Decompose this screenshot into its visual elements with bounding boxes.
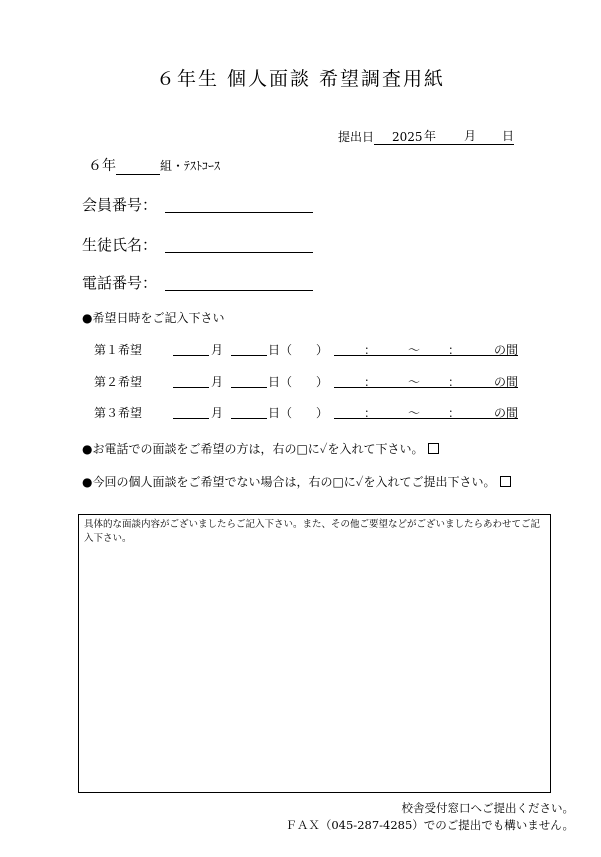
student-name-input[interactable] <box>165 236 313 253</box>
phone-number-label: 電話番号： <box>82 274 158 292</box>
preference-month-suffix: 月 <box>211 406 224 420</box>
preference-month-input[interactable] <box>173 341 209 356</box>
preference-end: の間 <box>494 406 519 420</box>
preference-label: 第３希望 <box>94 406 143 420</box>
preference-label: 第２希望 <box>94 375 143 389</box>
preference-month-input[interactable] <box>173 373 209 388</box>
decline-option-row <box>82 473 511 490</box>
grade-prefix: ６年 <box>88 158 116 174</box>
member-number-input[interactable] <box>165 196 313 213</box>
preference-row-1 <box>94 341 524 357</box>
phone-option-checkbox[interactable] <box>428 443 439 454</box>
preference-month-suffix: 月 <box>211 343 224 357</box>
preference-time-input[interactable] <box>334 404 518 419</box>
member-number-label: 会員番号： <box>82 196 158 214</box>
phone-option-text: ●お電話での面談をご希望の方は，右の□に✓を入れて下さい。 <box>82 442 424 456</box>
page-title: ６年生 個人面談 希望調査用紙 <box>155 68 446 90</box>
preference-close: ） <box>316 343 329 357</box>
preference-colon-start: ： <box>364 375 377 389</box>
preference-close: ） <box>316 406 329 420</box>
preference-month-suffix: 月 <box>211 375 224 389</box>
grade-suffix: 組・ﾃｽﾄｺｰｽ <box>160 159 221 173</box>
submit-date-field[interactable] <box>374 130 514 145</box>
preference-end: の間 <box>494 375 519 389</box>
preference-day-input[interactable] <box>231 341 267 356</box>
preference-time-input[interactable] <box>334 341 518 356</box>
preference-label: 第１希望 <box>94 343 143 357</box>
class-input[interactable] <box>116 160 160 175</box>
preference-tilde: ～ <box>408 375 421 389</box>
decline-option-text: ●今回の個人面談をご希望でない場合は，右の□に✓を入れてご提出下さい。 <box>82 475 496 489</box>
decline-option-checkbox[interactable] <box>500 476 511 487</box>
preference-day-suffix: 日（ <box>268 375 293 389</box>
submit-date-label: 提出日 <box>338 130 375 144</box>
preference-colon-end: ： <box>448 343 461 357</box>
preference-time-input[interactable] <box>334 373 518 388</box>
phone-option-row <box>82 440 439 457</box>
preference-tilde: ～ <box>408 343 421 357</box>
submit-date <box>338 128 514 145</box>
preference-colon-end: ： <box>448 375 461 389</box>
preference-day-suffix: 日（ <box>268 343 293 357</box>
preference-colon-start: ： <box>364 406 377 420</box>
footer-line-1: 校舎受付窓口へご提出ください。 <box>401 801 574 815</box>
preference-day-suffix: 日（ <box>268 406 293 420</box>
submit-date-year: 2025 <box>392 130 423 144</box>
footer-line-2: ＦＡＸ（045-287-4285）でのご提出でも構いません。 <box>285 818 574 832</box>
preference-day-input[interactable] <box>231 404 267 419</box>
preference-close: ） <box>316 375 329 389</box>
preference-day-input[interactable] <box>231 373 267 388</box>
submit-date-day-suffix: 日 <box>502 129 515 143</box>
preference-colon-end: ： <box>448 406 461 420</box>
comments-box[interactable] <box>78 514 551 793</box>
preference-end: の間 <box>494 343 519 357</box>
submit-date-month-suffix: 月 <box>464 129 477 143</box>
preference-heading: ●希望日時をご記入下さい <box>82 311 225 325</box>
preference-month-input[interactable] <box>173 404 209 419</box>
preference-row-3 <box>94 404 524 420</box>
preference-tilde: ～ <box>408 406 421 420</box>
phone-number-input[interactable] <box>165 274 313 291</box>
submit-date-year-suffix: 年 <box>424 129 437 143</box>
grade-line <box>88 155 220 175</box>
comments-prompt: 具体的な面談内容がございましたらご記入下さい。また、その他ご要望などがございましたらあわせてご記入下さい。 <box>84 519 541 544</box>
preference-colon-start: ： <box>364 343 377 357</box>
student-name-label: 生徒氏名： <box>82 236 158 254</box>
preference-row-2 <box>94 373 524 389</box>
